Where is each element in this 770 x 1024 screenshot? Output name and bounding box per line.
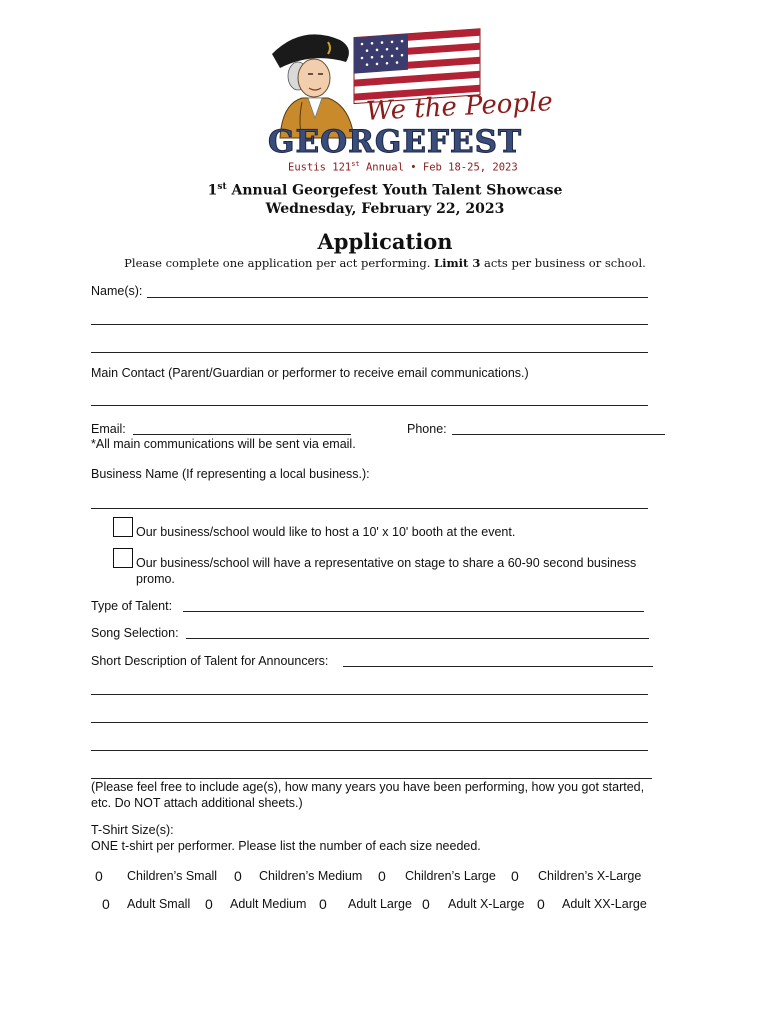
logo-title-text: GEORGEFEST [268,124,523,160]
logo-subtitle [288,160,518,174]
email-label: Email: [91,422,126,436]
logo-script-text: We the People [365,87,554,127]
children-medium-label: Children’s Medium [259,869,363,883]
main-contact-line[interactable] [91,405,648,406]
children-large-label: Children’s Large [405,869,496,883]
logo-subtitle-post: Annual • Feb 18-25, 2023 [359,161,518,174]
names-line-1[interactable] [147,297,648,298]
adult-xxlarge-count[interactable]: 0 [537,896,545,912]
song-selection-field[interactable] [186,638,649,639]
event-date: Wednesday, February 22, 2023 [265,201,505,217]
description-label: Short Description of Talent for Announcers: [91,654,329,668]
adult-medium-label: Adult Medium [230,897,307,911]
email-note: *All main communications will be sent via email. [91,437,356,451]
adult-large-count[interactable]: 0 [319,896,327,912]
logo-subtitle-sup: st [351,160,360,168]
logo-subtitle-pre: Eustis 121 [288,161,352,174]
children-small-label: Children’s Small [127,869,218,883]
phone-field[interactable] [452,434,665,435]
description-line-1[interactable] [343,666,653,667]
children-large-count[interactable]: 0 [378,868,386,884]
names-line-3[interactable] [91,352,648,353]
business-name-line[interactable] [91,508,648,509]
business-name-label: Business Name (If representing a local business.): [91,467,370,481]
event-heading [0,182,770,199]
adult-xlarge-label: Adult X-Large [448,897,525,911]
children-xlarge-label: Children’s X-Large [538,869,642,883]
promo-checkbox-label-line2: promo. [136,572,175,586]
email-field[interactable] [133,434,351,435]
adult-small-count[interactable]: 0 [102,896,110,912]
instructions-pre: Please complete one application per act performing. [124,256,435,270]
description-line-4[interactable] [91,750,648,751]
page-title: Application [317,229,453,254]
instructions-post: acts per business or school. [480,256,646,270]
main-contact-label: Main Contact (Parent/Guardian or performer to receive email communications.) [91,366,529,380]
event-heading-post: Annual Georgefest Youth Talent Showcase [226,182,563,199]
tshirt-note: ONE t-shirt per performer. Please list the number of each size needed. [91,839,481,853]
talent-type-label: Type of Talent: [91,599,173,613]
song-selection-label: Song Selection: [91,626,179,640]
adult-large-label: Adult Large [348,897,412,911]
event-heading-sup: st [217,182,227,192]
description-line-2[interactable] [91,694,648,695]
children-xlarge-count[interactable]: 0 [511,868,519,884]
talent-type-field[interactable] [183,611,644,612]
georgefest-logo [262,26,554,176]
adult-small-label: Adult Small [127,897,191,911]
booth-checkbox[interactable] [113,517,133,537]
description-line-5[interactable] [91,778,652,779]
children-medium-count[interactable]: 0 [234,868,242,884]
phone-label: Phone: [407,422,447,436]
promo-checkbox-label-line1: Our business/school will have a representative on stage to share a 60-90 second business [136,556,637,570]
names-line-2[interactable] [91,324,648,325]
instructions [0,256,770,270]
children-small-count[interactable]: 0 [95,868,103,884]
instructions-limit: Limit 3 [434,256,481,270]
adult-xlarge-count[interactable]: 0 [422,896,430,912]
event-heading-pre: 1 [207,182,218,199]
adult-medium-count[interactable]: 0 [205,896,213,912]
adult-xxlarge-label: Adult XX-Large [562,897,647,911]
tshirt-label: T-Shirt Size(s): [91,823,174,837]
promo-checkbox[interactable] [113,548,133,568]
description-note-line2: etc. Do NOT attach additional sheets.) [91,796,303,810]
names-label: Name(s): [91,284,143,298]
description-line-3[interactable] [91,722,648,723]
booth-checkbox-label: Our business/school would like to host a 10' x 10' booth at the event. [136,525,516,539]
description-note-line1: (Please feel free to include age(s), how many years you have been performing, how you got started, [91,780,645,794]
